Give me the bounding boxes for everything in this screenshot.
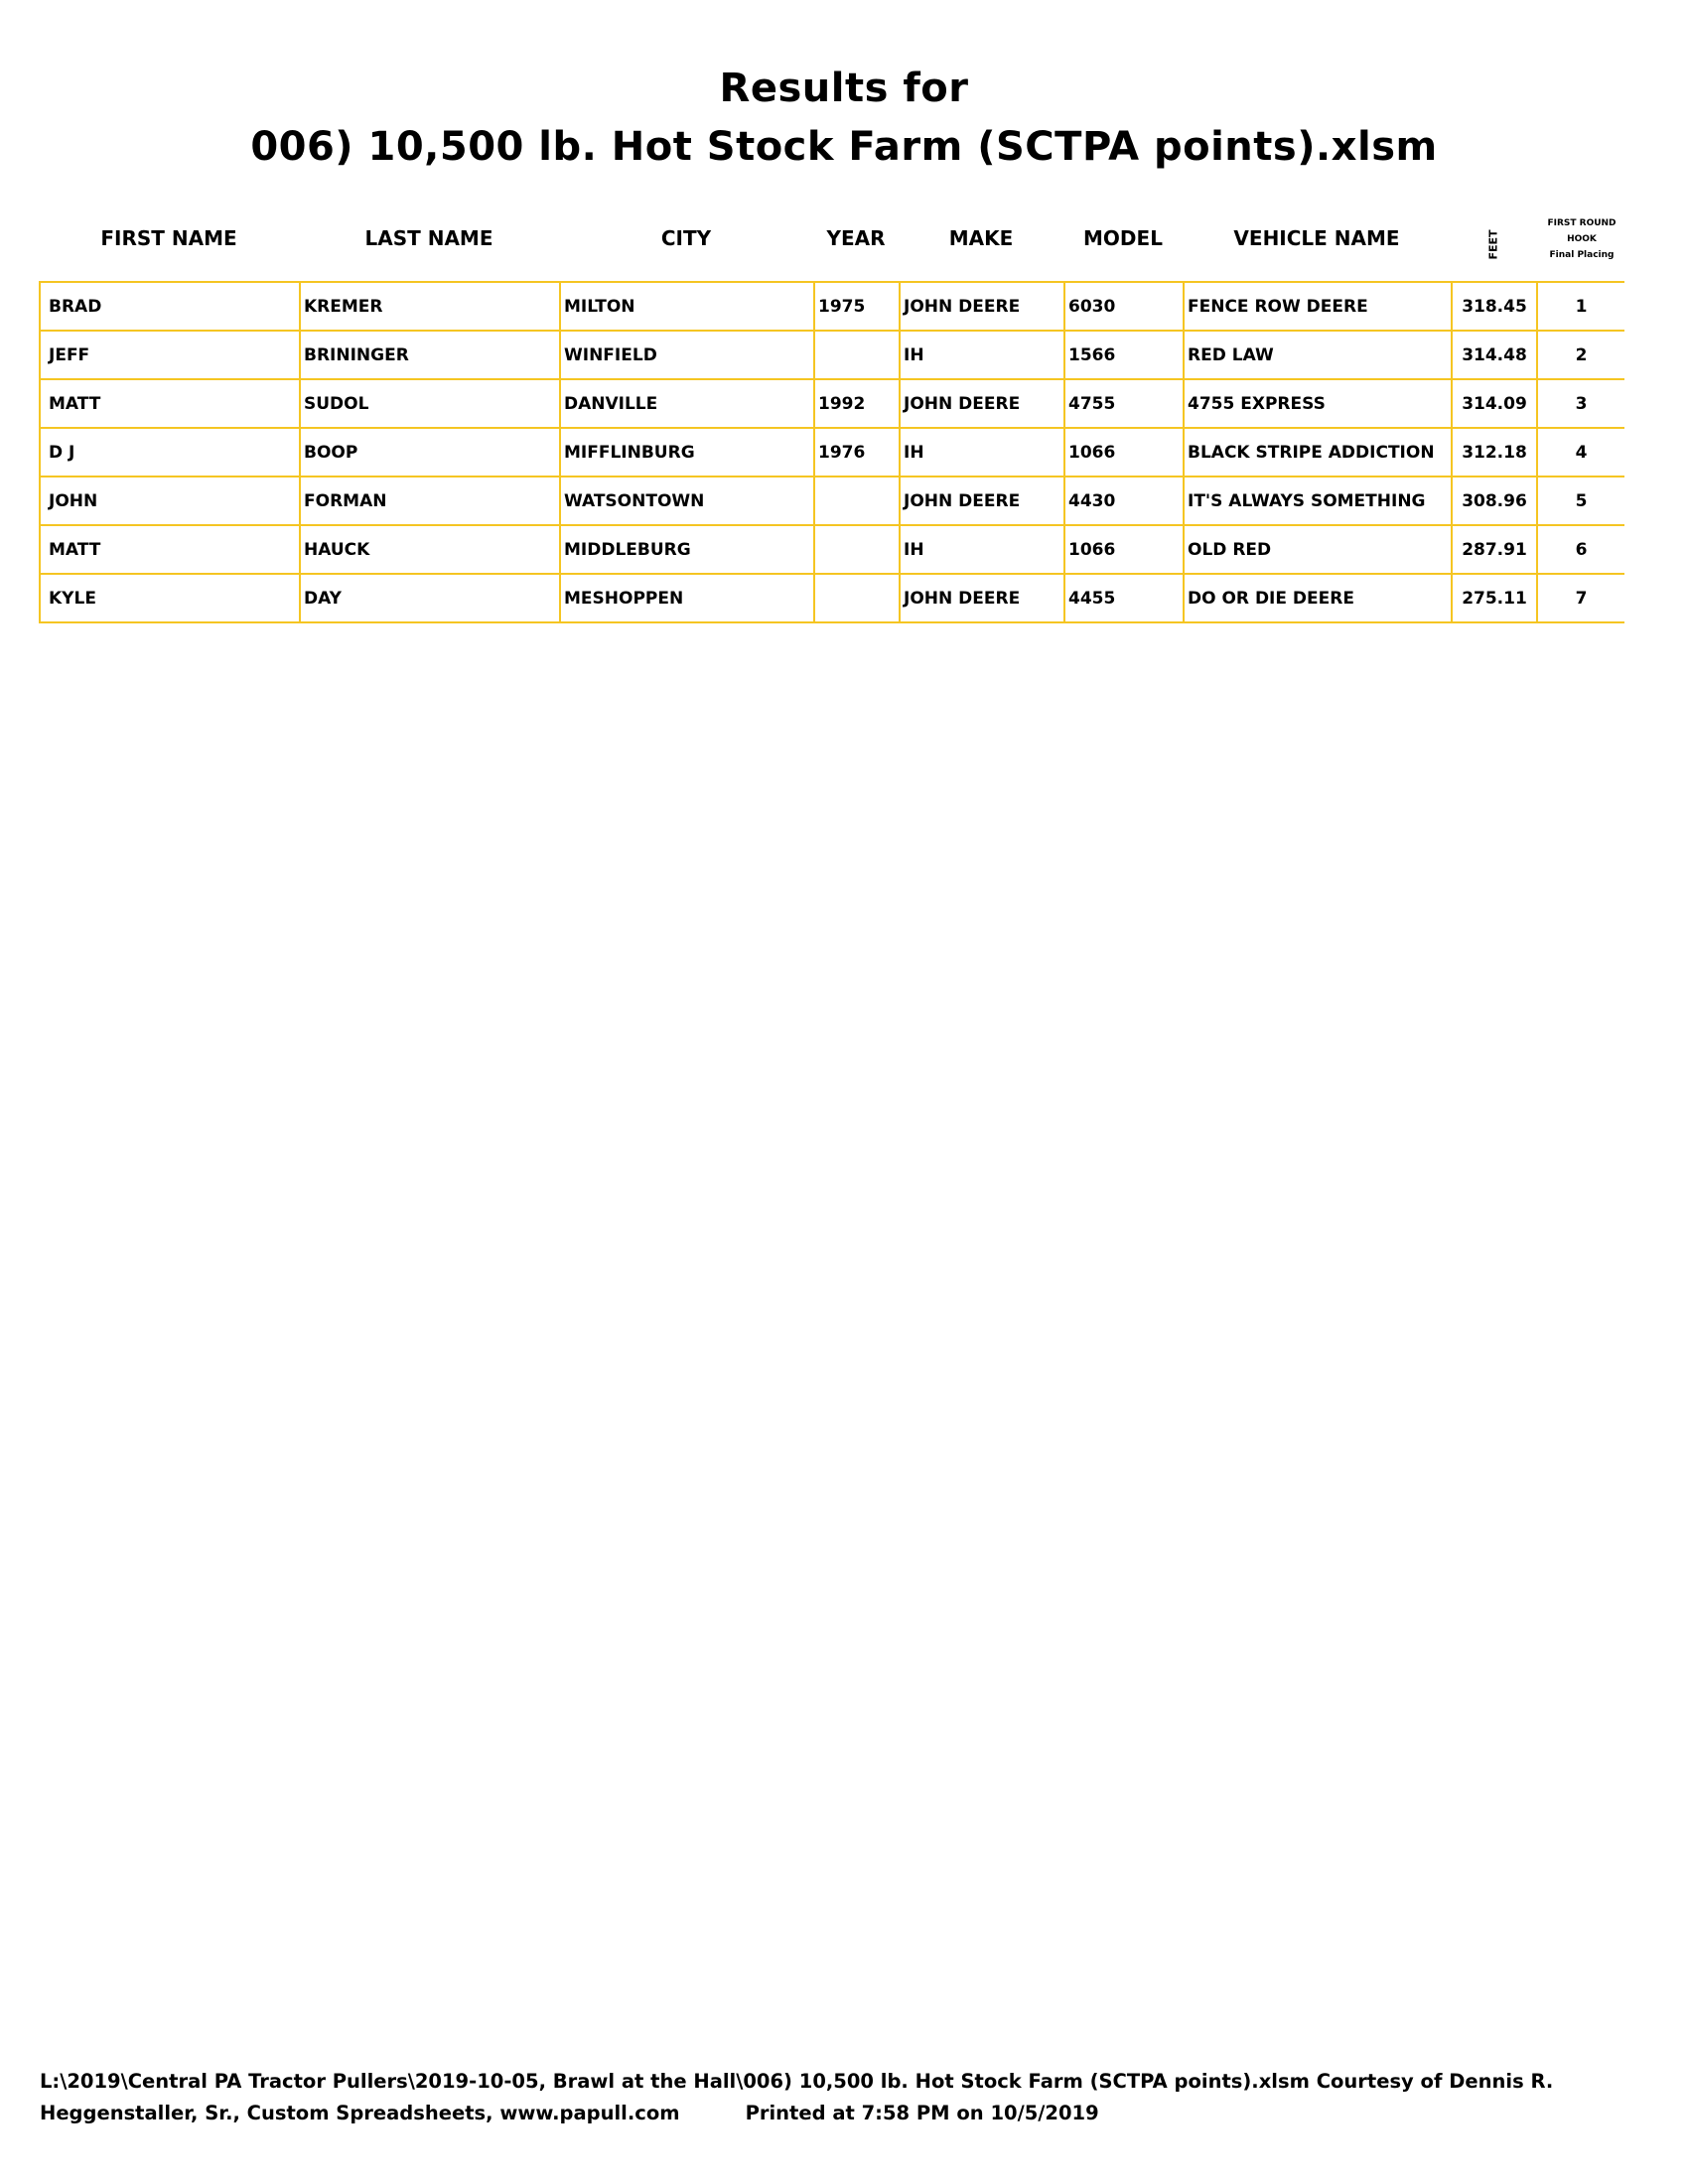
table-row [40,428,1624,477]
cell-make: JOHN DEERE [900,574,1064,622]
cell-place: 6 [1537,525,1624,574]
cell-last-name: HAUCK [300,525,560,574]
cell-make: JOHN DEERE [900,379,1064,428]
header-last-name: LAST NAME [364,226,493,250]
cell-place: 7 [1537,574,1624,622]
cell-vehicle-name: OLD RED [1184,525,1452,574]
cell-first-name: JEFF [40,331,300,379]
table-row [40,525,1624,574]
table-row [40,574,1624,622]
footer-credit: Heggenstaller, Sr., Custom Spreadsheets, www.papull.com Printed at 7:58 PM on 10/5/2019 [40,2102,1099,2124]
cell-last-name: DAY [300,574,560,622]
cell-last-name: FORMAN [300,477,560,525]
page-title: Results for [719,66,969,111]
table-row [40,331,1624,379]
cell-vehicle-name: FENCE ROW DEERE [1184,282,1452,331]
cell-year [814,477,900,525]
cell-vehicle-name: RED LAW [1184,331,1452,379]
cell-city: MIFFLINBURG [560,428,814,477]
cell-model: 4755 [1064,379,1184,428]
header-vehicle-name: VEHICLE NAME [1233,226,1400,250]
header-feet: FEET [1486,228,1500,260]
header-model: MODEL [1083,226,1163,250]
cell-make: IH [900,331,1064,379]
cell-year [814,331,900,379]
cell-first-name: BRAD [40,282,300,331]
cell-city: MESHOPPEN [560,574,814,622]
cell-vehicle-name: IT'S ALWAYS SOMETHING [1184,477,1452,525]
cell-first-name: JOHN [40,477,300,525]
cell-year: 1976 [814,428,900,477]
cell-year [814,574,900,622]
footer-printed: Printed at 7:58 PM on 10/5/2019 [745,2102,1099,2124]
cell-make: IH [900,428,1064,477]
cell-feet: 312.18 [1452,428,1537,477]
cell-city: MIDDLEBURG [560,525,814,574]
cell-year: 1992 [814,379,900,428]
cell-city: MILTON [560,282,814,331]
header-first-name: FIRST NAME [100,226,237,250]
cell-vehicle-name: 4755 EXPRESS [1184,379,1452,428]
cell-first-name: KYLE [40,574,300,622]
cell-first-name: MATT [40,379,300,428]
cell-feet: 318.45 [1452,282,1537,331]
header-make: MAKE [948,226,1014,250]
cell-city: WINFIELD [560,331,814,379]
cell-last-name: KREMER [300,282,560,331]
cell-last-name: BRININGER [300,331,560,379]
cell-first-name: MATT [40,525,300,574]
cell-model: 1066 [1064,525,1184,574]
cell-last-name: SUDOL [300,379,560,428]
cell-year [814,525,900,574]
cell-model: 1566 [1064,331,1184,379]
cell-place: 2 [1537,331,1624,379]
cell-year: 1975 [814,282,900,331]
table-row [40,379,1624,428]
cell-feet: 308.96 [1452,477,1537,525]
cell-make: IH [900,525,1064,574]
table-row [40,282,1624,331]
cell-model: 1066 [1064,428,1184,477]
cell-make: JOHN DEERE [900,282,1064,331]
cell-place: 5 [1537,477,1624,525]
cell-model: 4430 [1064,477,1184,525]
cell-model: 4455 [1064,574,1184,622]
cell-feet: 314.09 [1452,379,1537,428]
cell-city: WATSONTOWN [560,477,814,525]
cell-feet: 287.91 [1452,525,1537,574]
cell-model: 6030 [1064,282,1184,331]
cell-place: 3 [1537,379,1624,428]
cell-feet: 275.11 [1452,574,1537,622]
cell-first-name: D J [40,428,300,477]
footer [40,2066,1648,2129]
header-year: YEAR [826,226,886,250]
cell-last-name: BOOP [300,428,560,477]
cell-vehicle-name: DO OR DIE DEERE [1184,574,1452,622]
cell-place: 4 [1537,428,1624,477]
table-row [40,477,1624,525]
cell-feet: 314.48 [1452,331,1537,379]
cell-city: DANVILLE [560,379,814,428]
footer-path: L:\2019\Central PA Tractor Pullers\2019-10-05, Brawl at the Hall\006) 10,500 lb. Hot Stock Farm (SCTPA points).xlsm Courtesy of Dennis R. [40,2070,1554,2093]
cell-vehicle-name: BLACK STRIPE ADDICTION [1184,428,1452,477]
page-subtitle: 006) 10,500 lb. Hot Stock Farm (SCTPA points).xlsm [250,124,1438,170]
cell-place: 1 [1537,282,1624,331]
cell-make: JOHN DEERE [900,477,1064,525]
results-table [39,281,1624,623]
header-city: CITY [660,226,712,250]
header-final-placing: FIRST ROUND HOOK Final Placing [1547,218,1617,260]
